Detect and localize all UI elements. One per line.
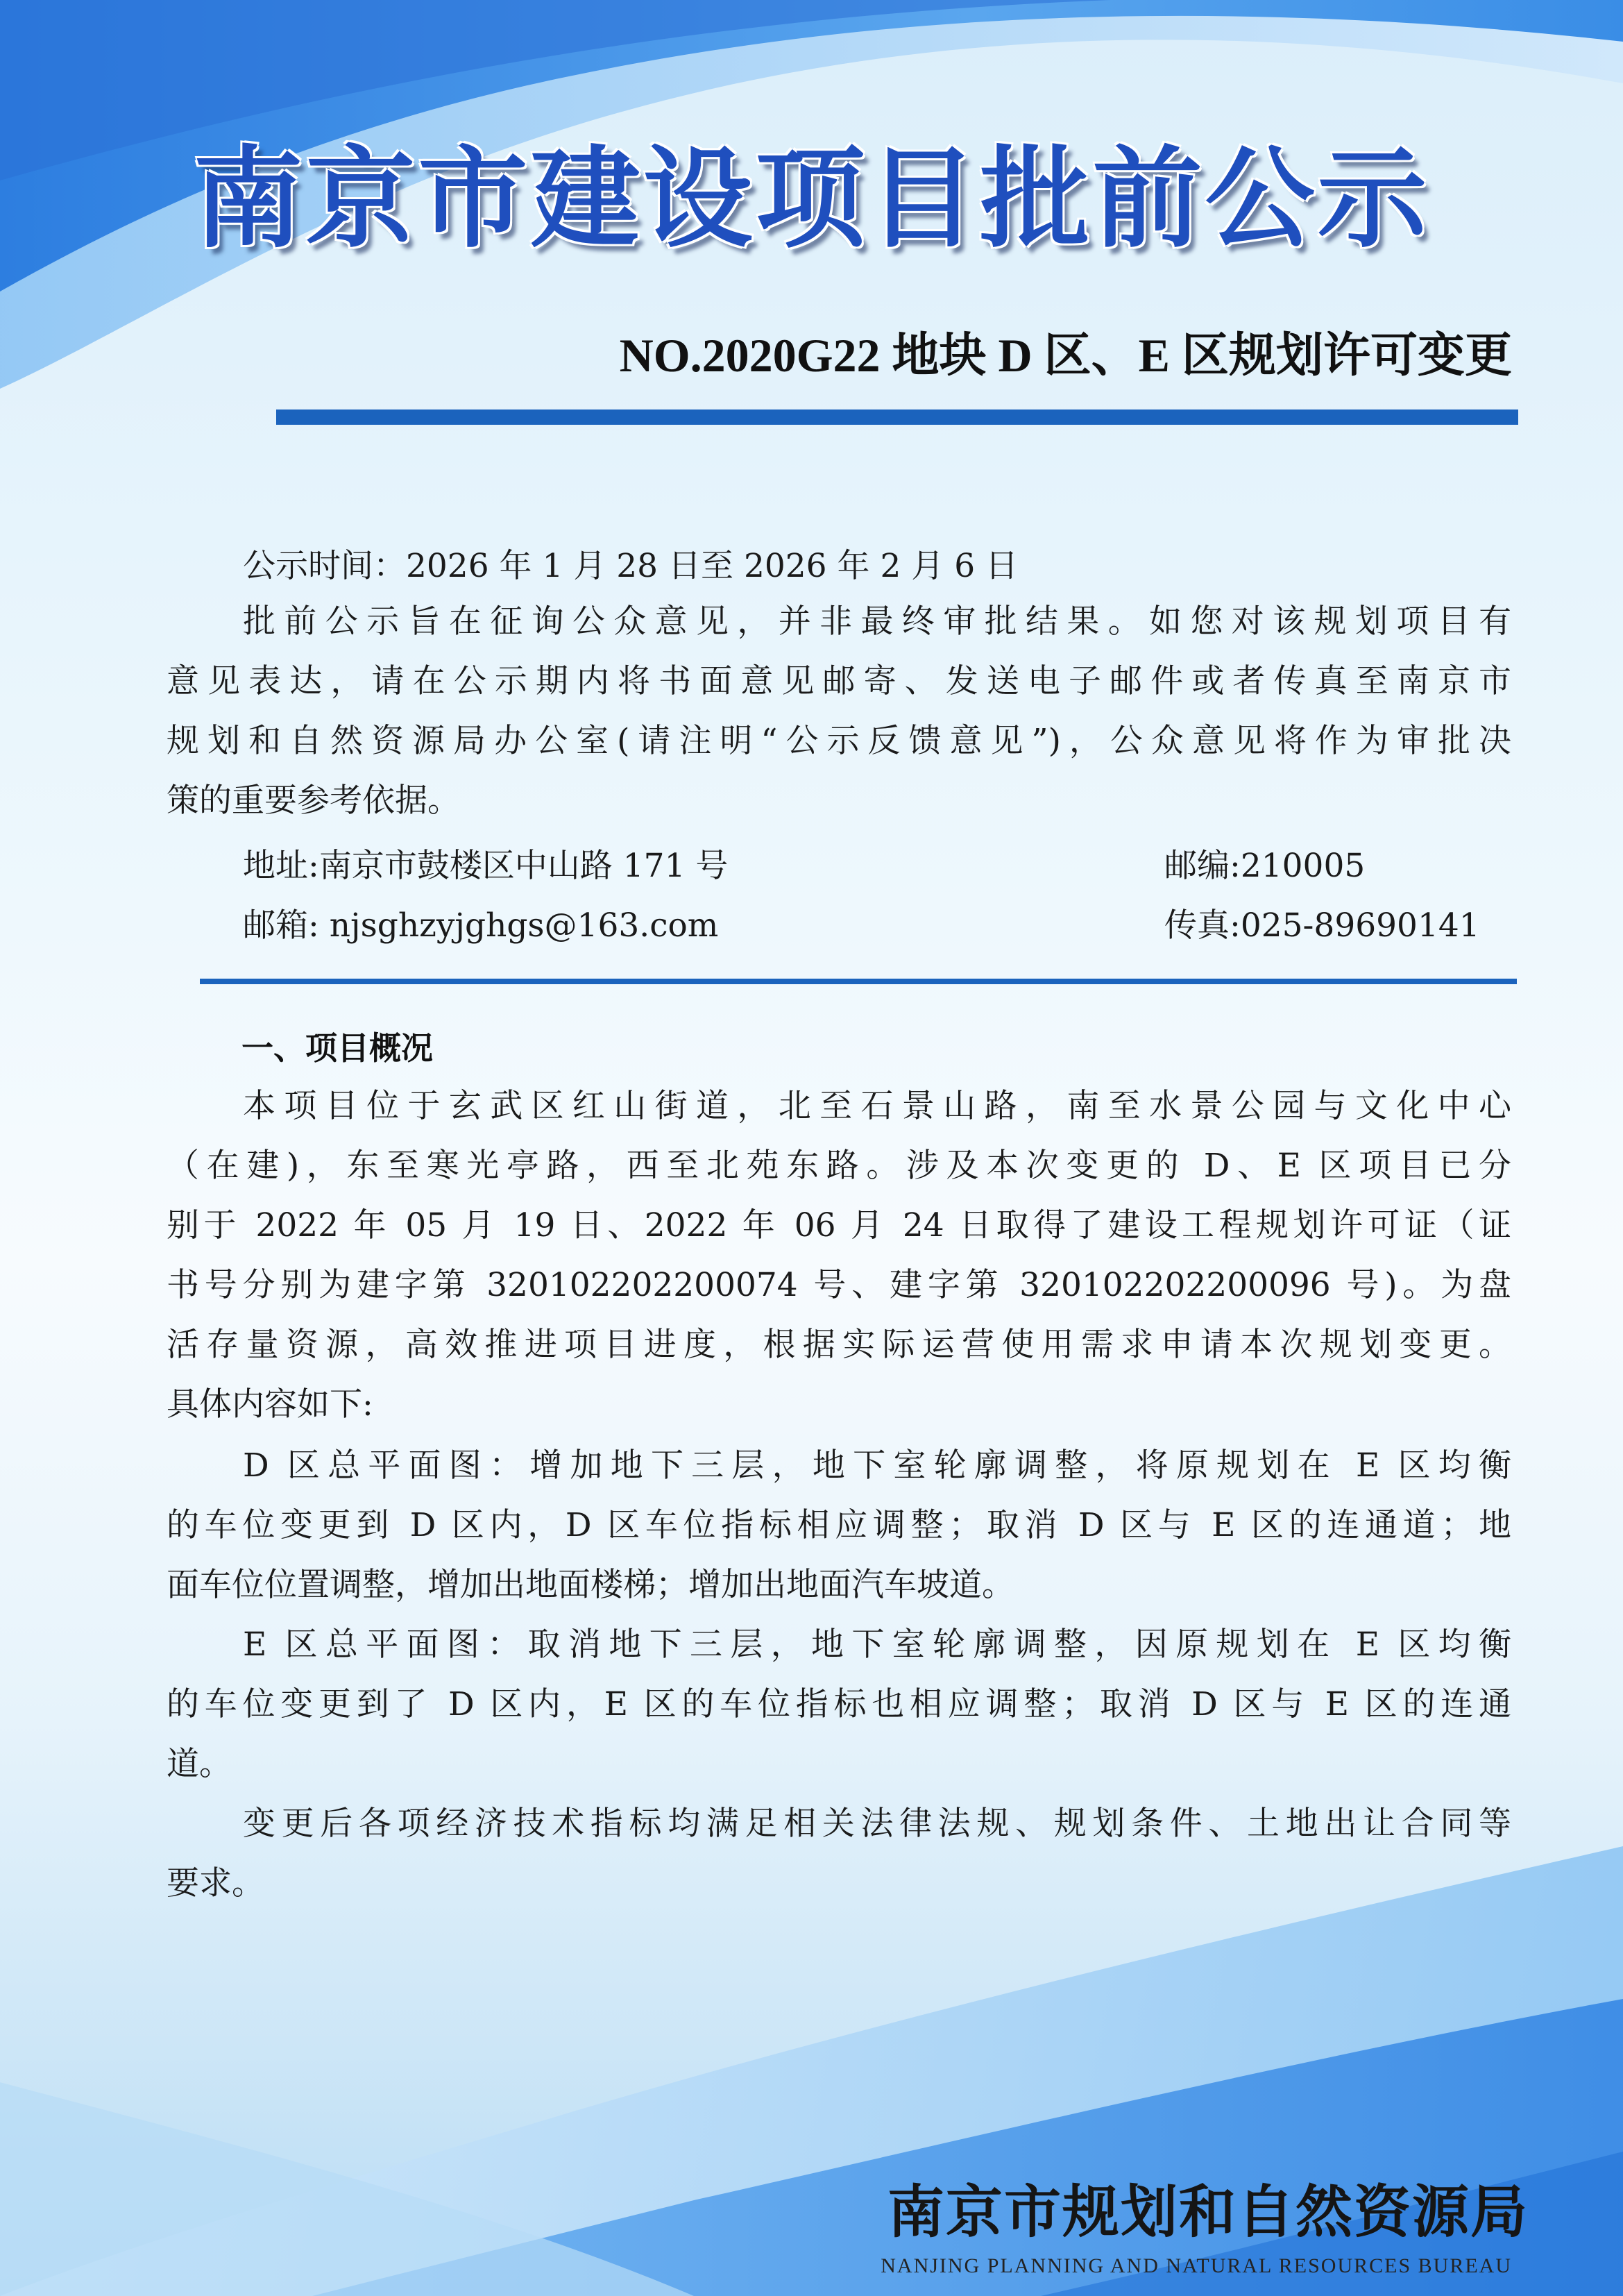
overview-line: （在建)，东至寒光亭路，西至北苑东路。涉及本次变更的 D、E 区项目已分 — [167, 1147, 1511, 1185]
contact-fax: 传真:025-89690141 — [1164, 906, 1480, 945]
notice-intro-line: 意见表达，请在公示期内将书面意见邮寄、发送电子邮件或者传真至南京市 — [167, 662, 1511, 700]
overview-line: 别于 2022 年 05 月 19 日、2022 年 06 月 24 日取得了建设工程规划许可证（证 — [167, 1206, 1511, 1244]
notice-intro-line: 策的重要参考依据。 — [167, 782, 460, 820]
notice-intro-line: 批前公示旨在征询公众意见，并非最终审批结果。如您对该规划项目有 — [243, 602, 1511, 641]
page-title: 南京市建设项目批前公示 — [193, 135, 1430, 263]
overview-line: 本项目位于玄武区红山街道，北至石景山路，南至水景公园与文化中心 — [243, 1087, 1511, 1125]
district-d-line: 面车位位置调整，增加出地面楼梯；增加出地面汽车坡道。 — [167, 1566, 1014, 1604]
contact-address: 地址:南京市鼓楼区中山路 171 号 — [243, 847, 729, 885]
contact-email[interactable]: 邮箱: njsghzyjghgs@163.com — [243, 906, 719, 945]
bureau-name-english: NANJING PLANNING AND NATURAL RESOURCES BUREAU — [881, 2254, 1512, 2277]
contact-postcode: 邮编:210005 — [1164, 847, 1366, 885]
district-e-line: 道。 — [167, 1745, 232, 1783]
bureau-name: 南京市规划和自然资源局 — [887, 2179, 1529, 2245]
overview-line: 书号分别为建字第 320102202200074 号、建字第 320102202200096 号)。为盘 — [167, 1266, 1511, 1304]
district-e-line: E 区总平面图：取消地下三层，地下室轮廓调整，因原规划在 E 区均衡 — [243, 1626, 1511, 1664]
section-heading-overview: 一、项目概况 — [241, 1029, 433, 1067]
district-d-line: D 区总平面图：增加地下三层，地下室轮廓调整，将原规划在 E 区均衡 — [243, 1446, 1511, 1485]
compliance-line: 要求。 — [167, 1864, 264, 1902]
overview-line: 具体内容如下: — [167, 1385, 373, 1424]
district-e-line: 的车位变更到了 D 区内，E 区的车位指标也相应调整；取消 D 区与 E 区的连通 — [167, 1685, 1511, 1723]
compliance-line: 变更后各项经济技术指标均满足相关法律法规、规划条件、土地出让合同等 — [243, 1805, 1511, 1843]
district-d-line: 的车位变更到 D 区内，D 区车位指标相应调整；取消 D 区与 E 区的连通道；地 — [167, 1506, 1511, 1544]
project-subtitle: NO.2020G22 地块 D 区、E 区规划许可变更 — [619, 329, 1512, 382]
notice-intro-line: 规划和自然资源局办公室(请注明“公示反馈意见”)，公众意见将作为审批决 — [167, 722, 1511, 760]
overview-line: 活存量资源，高效推进项目进度，根据实际运营使用需求申请本次规划变更。 — [167, 1326, 1511, 1364]
title-divider — [276, 410, 1518, 425]
section-divider — [200, 979, 1517, 984]
notice-period: 公示时间：2026 年 1 月 28 日至 2026 年 2 月 6 日 — [243, 547, 1019, 585]
